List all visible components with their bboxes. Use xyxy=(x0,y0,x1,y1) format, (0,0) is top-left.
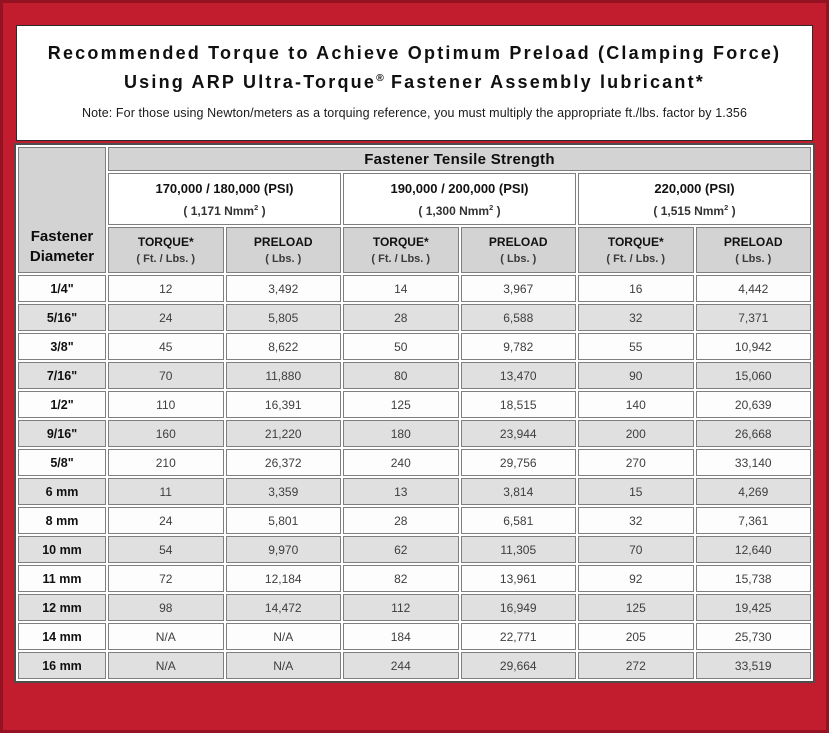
registered-trademark-symbol: ® xyxy=(376,73,384,84)
table-row xyxy=(18,623,811,650)
preload-column-header xyxy=(226,227,342,273)
torque-value-cell: 45 xyxy=(108,333,224,360)
column-label: PRELOAD xyxy=(723,235,783,249)
torque-value-cell: 54 xyxy=(108,536,224,563)
preload-value-cell: 3,967 xyxy=(461,275,577,302)
torque-value-cell: 92 xyxy=(578,565,694,592)
torque-value-cell: 125 xyxy=(343,391,459,418)
diameter-cell: 8 mm xyxy=(18,507,106,534)
preload-value-cell: N/A xyxy=(226,623,342,650)
diameter-cell: 9/16" xyxy=(18,420,106,447)
preload-value-cell: N/A xyxy=(226,652,342,679)
torque-value-cell: 32 xyxy=(578,304,694,331)
preload-value-cell: 21,220 xyxy=(226,420,342,447)
torque-value-cell: 160 xyxy=(108,420,224,447)
nmm-rating-label: ( 1,171 Nmm$^2$ ) xyxy=(183,202,266,218)
psi-group-header xyxy=(108,173,341,225)
preload-value-cell: 8,622 xyxy=(226,333,342,360)
diameter-cell: 1/2" xyxy=(18,391,106,418)
torque-value-cell: 112 xyxy=(343,594,459,621)
column-label: TORQUE* xyxy=(372,235,429,249)
table-row xyxy=(18,420,811,447)
torque-value-cell: 72 xyxy=(108,565,224,592)
table-row xyxy=(18,507,811,534)
torque-value-cell: 70 xyxy=(108,362,224,389)
torque-value-cell: 15 xyxy=(578,478,694,505)
torque-value-cell: 98 xyxy=(108,594,224,621)
torque-value-cell: 180 xyxy=(343,420,459,447)
page-title-line-1: Recommended Torque to Achieve Optimum Preload (Clamping Force) xyxy=(47,43,782,63)
torque-value-cell: 272 xyxy=(578,652,694,679)
table-row xyxy=(18,275,811,302)
torque-value-cell: N/A xyxy=(108,652,224,679)
title-line-2-text: Using ARP Ultra-Torque xyxy=(123,72,377,92)
preload-value-cell: 3,359 xyxy=(226,478,342,505)
column-label: PRELOAD xyxy=(488,235,548,249)
note-text: Note: For those using Newton/meters as a torquing reference, you must multiply the appropriate ft./lbs. factor by 1.356 xyxy=(81,106,747,120)
torque-column-header xyxy=(108,227,224,273)
torque-value-cell: 210 xyxy=(108,449,224,476)
column-unit: ( Lbs. ) xyxy=(735,253,772,265)
psi-group-header xyxy=(343,173,576,225)
torque-value-cell: 184 xyxy=(343,623,459,650)
column-unit: ( Ft. / Lbs. ) xyxy=(136,253,196,265)
preload-value-cell: 22,771 xyxy=(461,623,577,650)
psi-rating-label: 190,000 / 200,000 (PSI) xyxy=(390,180,529,196)
diameter-cell: 11 mm xyxy=(18,565,106,592)
preload-value-cell: 6,588 xyxy=(461,304,577,331)
torque-value-cell: 205 xyxy=(578,623,694,650)
torque-value-cell: 28 xyxy=(343,507,459,534)
torque-value-cell: 80 xyxy=(343,362,459,389)
diameter-cell: 12 mm xyxy=(18,594,106,621)
preload-value-cell: 10,942 xyxy=(696,333,812,360)
preload-value-cell: 5,801 xyxy=(226,507,342,534)
table-row xyxy=(18,565,811,592)
nmm-rating-label: ( 1,515 Nmm$^2$ ) xyxy=(653,202,736,218)
torque-value-cell: 270 xyxy=(578,449,694,476)
diameter-cell: 10 mm xyxy=(18,536,106,563)
torque-value-cell: 62 xyxy=(343,536,459,563)
column-label: TORQUE* xyxy=(137,235,194,249)
preload-value-cell: 29,664 xyxy=(461,652,577,679)
preload-value-cell: 20,639 xyxy=(696,391,812,418)
table-row xyxy=(18,362,811,389)
torque-value-cell: 140 xyxy=(578,391,694,418)
torque-value-cell: 16 xyxy=(578,275,694,302)
column-unit: ( Ft. / Lbs. ) xyxy=(371,253,431,265)
torque-value-cell: 70 xyxy=(578,536,694,563)
torque-value-cell: 32 xyxy=(578,507,694,534)
nmm-rating-label: ( 1,300 Nmm$^2$ ) xyxy=(418,202,501,218)
preload-value-cell: 5,805 xyxy=(226,304,342,331)
preload-value-cell: 9,782 xyxy=(461,333,577,360)
preload-value-cell: 3,492 xyxy=(226,275,342,302)
preload-value-cell: 25,730 xyxy=(696,623,812,650)
page-title-line-2 xyxy=(17,66,812,95)
title-panel xyxy=(16,25,813,141)
psi-header-row xyxy=(18,173,811,225)
torque-value-cell: 24 xyxy=(108,304,224,331)
preload-value-cell: 15,060 xyxy=(696,362,812,389)
torque-value-cell: 244 xyxy=(343,652,459,679)
psi-rating-label: 170,000 / 180,000 (PSI) xyxy=(155,180,294,196)
preload-value-cell: 16,391 xyxy=(226,391,342,418)
table-row xyxy=(18,478,811,505)
fastener-diameter-header-line-1: Fastener xyxy=(30,228,94,245)
torque-value-cell: 110 xyxy=(108,391,224,418)
tensile-strength-row xyxy=(18,147,811,171)
torque-value-cell: 28 xyxy=(343,304,459,331)
psi-group-header xyxy=(578,173,811,225)
preload-value-cell: 3,814 xyxy=(461,478,577,505)
torque-value-cell: 125 xyxy=(578,594,694,621)
preload-value-cell: 14,472 xyxy=(226,594,342,621)
preload-value-cell: 4,442 xyxy=(696,275,812,302)
preload-value-cell: 12,184 xyxy=(226,565,342,592)
psi-rating-label: 220,000 (PSI) xyxy=(654,180,735,196)
preload-value-cell: 11,880 xyxy=(226,362,342,389)
preload-value-cell: 13,470 xyxy=(461,362,577,389)
column-unit: ( Ft. / Lbs. ) xyxy=(606,253,666,265)
preload-column-header xyxy=(461,227,577,273)
torque-table-wrap xyxy=(14,143,815,683)
preload-value-cell: 18,515 xyxy=(461,391,577,418)
diameter-cell: 6 mm xyxy=(18,478,106,505)
preload-value-cell: 16,949 xyxy=(461,594,577,621)
preload-value-cell: 9,970 xyxy=(226,536,342,563)
torque-column-header xyxy=(578,227,694,273)
preload-value-cell: 13,961 xyxy=(461,565,577,592)
table-row xyxy=(18,304,811,331)
diameter-cell: 3/8" xyxy=(18,333,106,360)
title-line-2-text-cont: Fastener Assembly lubricant* xyxy=(383,72,705,92)
preload-value-cell: 33,140 xyxy=(696,449,812,476)
torque-value-cell: 11 xyxy=(108,478,224,505)
column-header-row xyxy=(18,227,811,273)
preload-value-cell: 19,425 xyxy=(696,594,812,621)
torque-value-cell: 50 xyxy=(343,333,459,360)
diameter-cell: 14 mm xyxy=(18,623,106,650)
tensile-strength-header: Fastener Tensile Strength xyxy=(108,147,811,171)
preload-value-cell: 7,371 xyxy=(696,304,812,331)
preload-value-cell: 12,640 xyxy=(696,536,812,563)
preload-value-cell: 6,581 xyxy=(461,507,577,534)
table-row xyxy=(18,449,811,476)
preload-value-cell: 29,756 xyxy=(461,449,577,476)
preload-value-cell: 26,372 xyxy=(226,449,342,476)
torque-table xyxy=(14,143,815,683)
preload-value-cell: 4,269 xyxy=(696,478,812,505)
diameter-cell: 1/4" xyxy=(18,275,106,302)
table-row xyxy=(18,536,811,563)
preload-value-cell: 33,519 xyxy=(696,652,812,679)
preload-value-cell: 11,305 xyxy=(461,536,577,563)
diameter-cell: 5/8" xyxy=(18,449,106,476)
fastener-diameter-header-line-2: Diameter xyxy=(29,248,95,265)
diameter-cell: 7/16" xyxy=(18,362,106,389)
torque-value-cell: 82 xyxy=(343,565,459,592)
column-unit: ( Lbs. ) xyxy=(500,253,537,265)
preload-value-cell: 15,738 xyxy=(696,565,812,592)
torque-value-cell: 55 xyxy=(578,333,694,360)
torque-value-cell: 24 xyxy=(108,507,224,534)
diameter-cell: 5/16" xyxy=(18,304,106,331)
preload-column-header xyxy=(696,227,812,273)
diameter-cell: 16 mm xyxy=(18,652,106,679)
torque-value-cell: N/A xyxy=(108,623,224,650)
column-label: PRELOAD xyxy=(253,235,313,249)
column-unit: ( Lbs. ) xyxy=(265,253,302,265)
column-label: TORQUE* xyxy=(607,235,664,249)
table-row xyxy=(18,652,811,679)
table-row xyxy=(18,391,811,418)
torque-value-cell: 13 xyxy=(343,478,459,505)
torque-column-header xyxy=(343,227,459,273)
table-row xyxy=(18,594,811,621)
torque-value-cell: 90 xyxy=(578,362,694,389)
torque-value-cell: 14 xyxy=(343,275,459,302)
table-row xyxy=(18,333,811,360)
preload-value-cell: 7,361 xyxy=(696,507,812,534)
torque-value-cell: 200 xyxy=(578,420,694,447)
preload-value-cell: 23,944 xyxy=(461,420,577,447)
fastener-diameter-header xyxy=(18,147,106,273)
torque-value-cell: 12 xyxy=(108,275,224,302)
torque-value-cell: 240 xyxy=(343,449,459,476)
preload-value-cell: 26,668 xyxy=(696,420,812,447)
